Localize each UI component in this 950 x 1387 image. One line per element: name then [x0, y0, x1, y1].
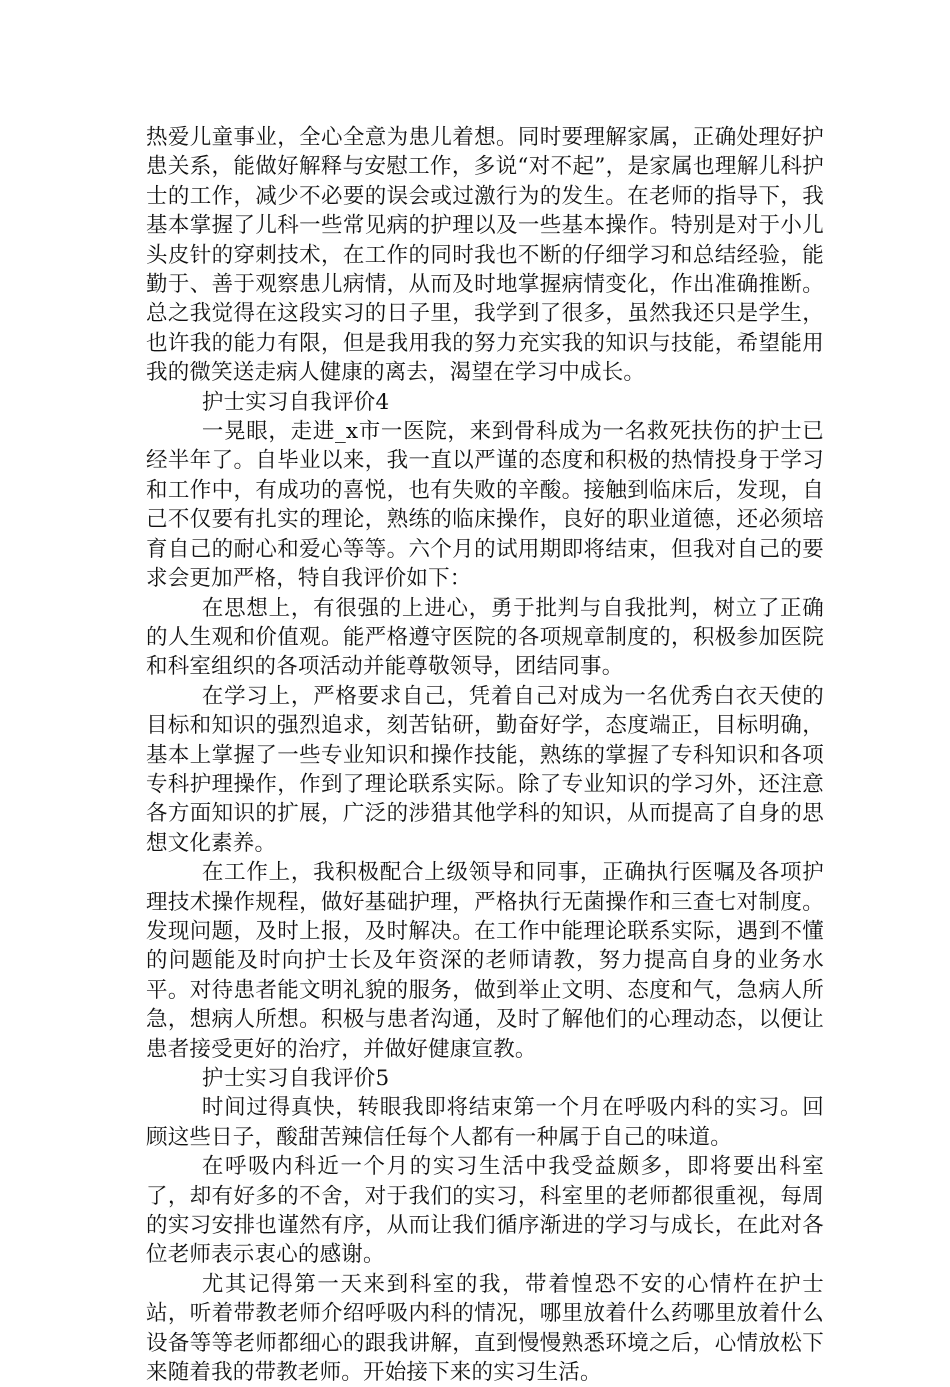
paragraph-continuation: 热爱儿童事业，全心全意为患儿着想。同时要理解家属，正确处理好护患关系，能做好解释与安慰工作，多说“对不起”，是家属也理解儿科护士的工作，减少不必要的误会或过激行为的发生。在老师的指导下，我基本掌握了儿科一些常见病的护理以及一些基本操作。特别是对于小儿头皮针的穿刺技术，在工作的同时我也不断的仔细学习和总结经验，能勤于、善于观察患儿病情，从而及时地掌握病情变化，作出准确推断。总之我觉得在这段实习的日子里，我学到了很多，虽然我还只是学生，也许我的能力有限，但是我用我的努力充实我的知识与技能，希望能用我的微笑送走病人健康的离去，渴望在学习中成长。 — [146, 125, 824, 386]
document-body — [146, 123, 824, 1387]
section-heading-4: 护士实习自我评价4 — [201, 389, 390, 415]
paragraph: 时间过得真快，转眼我即将结束第一个月在呼吸内科的实习。回顾这些日子，酸甜苦辣信任每个人都有一种属于自己的味道。 — [146, 1095, 824, 1150]
paragraph: 在工作上，我积极配合上级领导和同事，正确执行医嘱及各项护理技术操作规程，做好基础护理，严格执行无菌操作和三查七对制度。发现问题，及时上报，及时解决。在工作中能理论联系实际，遇到不懂的问题能及时向护士长及年资深的老师请教，努力提高自身的业务水平。对待患者能文明礼貌的服务，做到举止文明、态度和气，急病人所急，想病人所想。积极与患者沟通，及时了解他们的心理动态，以便让患者接受更好的治疗，并做好健康宣教。 — [146, 860, 824, 1062]
section-heading-5: 护士实习自我评价5 — [201, 1066, 390, 1091]
paragraph: 在呼吸内科近一个月的实习生活中我受益颇多，即将要出科室了，却有好多的不舍，对于我们的实习，科室里的老师都很重视，每周的实习安排也谨然有序，从而让我们循序渐进的学习与成长，在此对各位老师表示衷心的感谢。 — [146, 1154, 824, 1268]
paragraph: 尤其记得第一天来到科室的我，带着惶恐不安的心情杵在护士站，听着带教老师介绍呼吸内科的情况，哪里放着什么药哪里放着什么设备等等老师都细心的跟我讲解，直到慢慢熟悉环境之后，心情放松下来随着我的带教老师。开始接下来的实习生活。 — [146, 1271, 824, 1386]
paragraph: 一晃眼，走进_x市一医院，来到骨科成为一名救死扶伤的护士已经半年了。自毕业以来，我一直以严谨的态度和积极的热情投身于学习和工作中，有成功的喜悦，也有失败的辛酸。接触到临床后，发现，自己不仅要有扎实的理论，熟练的临床操作，良好的职业道德，还必须培育自己的耐心和爱心等等。六个月的试用期即将结束，但我对自己的要求会更加严格，特自我评价如下： — [146, 419, 824, 592]
paragraph: 在学习上，严格要求自己，凭着自己对成为一名优秀白衣天使的目标和知识的强烈追求，刻苦钻研，勤奋好学，态度端正，目标明确，基本上掌握了一些专业知识和操作技能，熟练的掌握了专科知识和各项专科护理操作，作到了理论联系实际。除了专业知识的学习外，还注意各方面知识的扩展，广泛的涉猎其他学科的知识，从而提高了自身的思想文化素养。 — [146, 683, 824, 856]
paragraph: 在思想上，有很强的上进心，勇于批判与自我批判，树立了正确的人生观和价值观。能严格遵守医院的各项规章制度的，积极参加医院和科室组织的各项活动并能尊敬领导，团结同事。 — [146, 595, 824, 680]
